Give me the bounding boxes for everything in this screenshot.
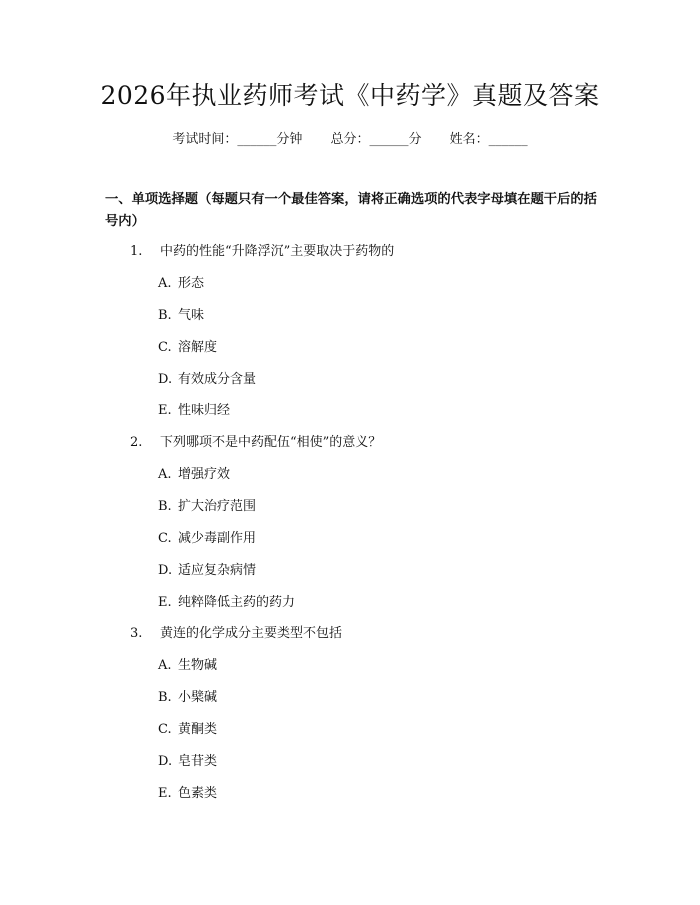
option-text: 黄酮类 [178, 722, 218, 737]
option-letter: C. [158, 340, 172, 355]
q2-option-e [158, 592, 295, 614]
q3-option-c [158, 719, 217, 741]
question-1 [130, 241, 394, 263]
document-title: 2026年执业药师考试《中药学》真题及答案 [100, 81, 600, 110]
q3-option-b [158, 687, 217, 709]
option-text: 色素类 [178, 786, 218, 801]
q2-option-c [158, 528, 256, 550]
exam-time: 考试时间：______分钟 [172, 132, 303, 147]
option-text: 溶解度 [178, 340, 218, 355]
q1-option-a [158, 273, 204, 295]
q1-option-b [158, 305, 204, 327]
option-letter: E. [158, 786, 172, 801]
question-stem: 黄连的化学成分主要类型不包括 [160, 626, 343, 641]
option-text: 纯粹降低主药的药力 [178, 595, 296, 610]
total-score: 总分：______分 [330, 132, 422, 147]
question-number: 1. [130, 244, 143, 259]
q1-option-d [158, 369, 256, 391]
q1-option-e [158, 400, 230, 422]
option-letter: E. [158, 595, 172, 610]
q3-option-a [158, 655, 217, 677]
question-number: 2. [130, 435, 143, 450]
option-letter: B. [158, 308, 172, 323]
q3-option-e [158, 783, 217, 805]
q1-option-c [158, 337, 217, 359]
option-letter: D. [158, 372, 173, 387]
option-text: 有效成分含量 [178, 372, 257, 387]
option-letter: A. [158, 276, 172, 291]
q3-option-d [158, 751, 217, 773]
question-number: 3. [130, 626, 143, 641]
option-text: 皂苷类 [178, 754, 218, 769]
option-letter: D. [158, 754, 173, 769]
q2-option-d [158, 560, 256, 582]
option-text: 形态 [178, 276, 205, 291]
option-letter: A. [158, 658, 172, 673]
exam-meta [0, 128, 700, 152]
question-2 [130, 432, 381, 454]
option-letter: B. [158, 690, 172, 705]
candidate-name: 姓名：______ [449, 132, 528, 147]
option-letter: C. [158, 531, 172, 546]
option-text: 生物碱 [178, 658, 218, 673]
option-text: 小檗碱 [178, 690, 218, 705]
option-letter: C. [158, 722, 172, 737]
option-letter: B. [158, 499, 172, 514]
option-text: 增强疗效 [178, 467, 231, 482]
q2-option-b [158, 496, 256, 518]
option-text: 减少毒副作用 [178, 531, 257, 546]
option-letter: E. [158, 403, 172, 418]
option-text: 扩大治疗范围 [178, 499, 257, 514]
question-3 [130, 623, 342, 645]
section-heading: 一、单项选择题（每题只有一个最佳答案，请将正确选项的代表字母填在题干后的括号内） [105, 192, 597, 229]
option-text: 性味归经 [178, 403, 231, 418]
question-stem: 中药的性能“升降浮沉”主要取决于药物的 [160, 244, 395, 259]
q2-option-a [158, 464, 230, 486]
option-letter: D. [158, 563, 173, 578]
option-text: 气味 [178, 308, 205, 323]
option-text: 适应复杂病情 [178, 563, 257, 578]
option-letter: A. [158, 467, 172, 482]
question-stem: 下列哪项不是中药配伍“相使”的意义？ [160, 435, 382, 450]
